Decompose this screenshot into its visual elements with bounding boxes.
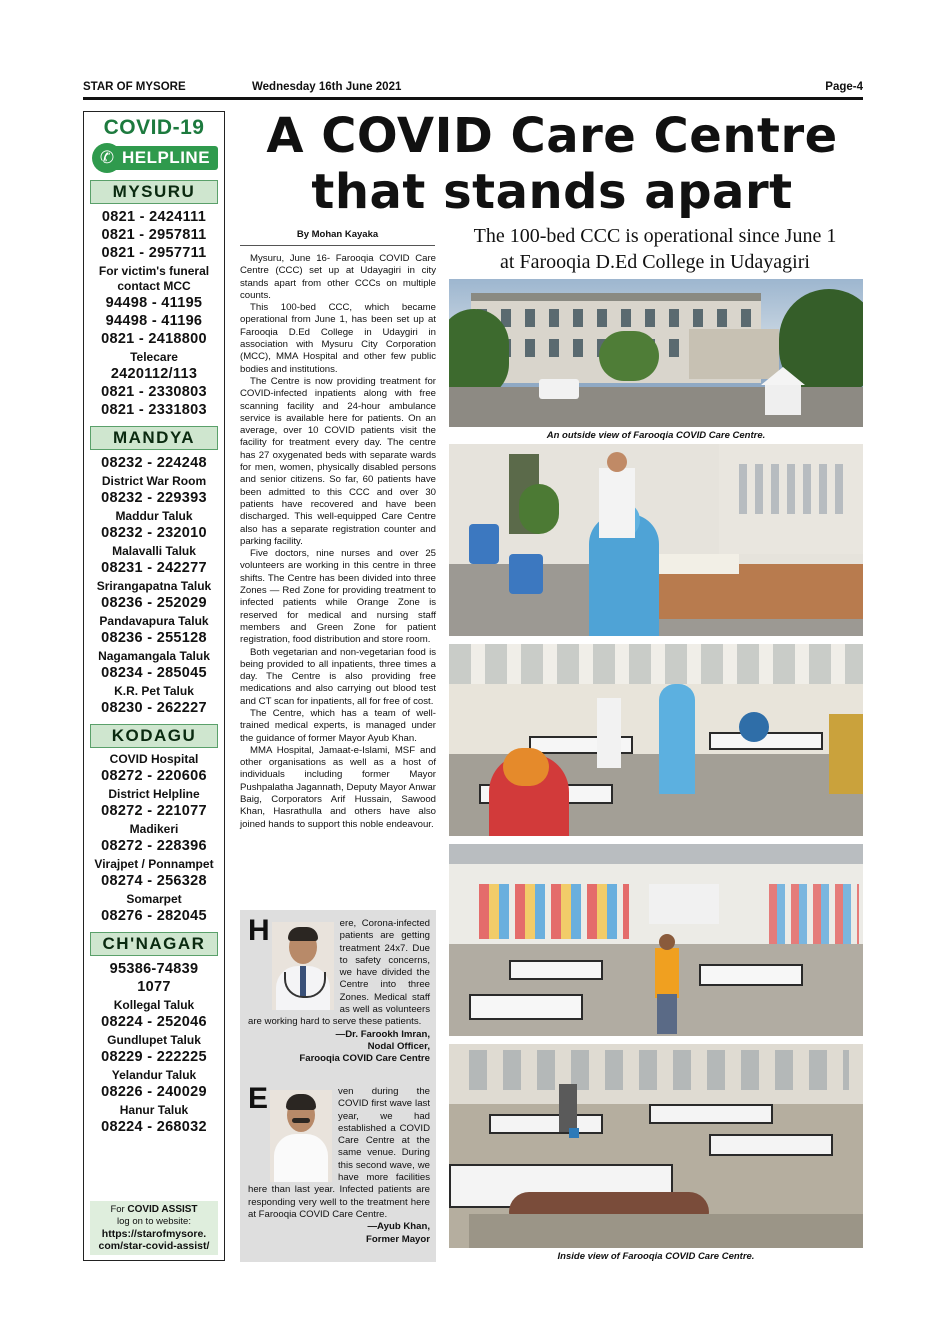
- mysuru-number: 0821 - 2957711: [101, 245, 207, 261]
- chnagar-main-number: 1077: [137, 979, 171, 995]
- region-mysuru: MYSURU: [90, 180, 218, 204]
- staff-member: [559, 1084, 577, 1132]
- tent: [761, 367, 805, 385]
- subheadline: [447, 223, 863, 275]
- photo-outside-view: [449, 279, 863, 427]
- telecare-number: 0821 - 2331803: [101, 402, 207, 418]
- bed: [469, 994, 583, 1020]
- mandya-number: 08234 - 285045: [101, 665, 207, 681]
- mandya-label: Malavalli Taluk: [112, 544, 196, 558]
- quote-signature: —Ayub Khan,: [367, 1221, 430, 1233]
- chnagar-number: 08224 - 252046: [101, 1014, 207, 1030]
- mandya-number: 08231 - 242277: [101, 560, 207, 576]
- mandya-number: 08232 - 229393: [101, 490, 207, 506]
- quote-signature: Former Mayor: [366, 1233, 430, 1245]
- bucket: [569, 1128, 579, 1138]
- chnagar-label: Gundlupet Taluk: [107, 1033, 201, 1047]
- article-paragraph: Both vegetarian and non-vegetarian food is being provided to all inpatients, three times a day. The Centre is also providing free medications and also carrying out blood test and CT scan for inpatients, all for free of cost.: [240, 646, 436, 707]
- mysuru-number: 0821 - 2957811: [101, 227, 207, 243]
- mysuru-number: 0821 - 2424111: [101, 209, 207, 225]
- article-paragraph: MMA Hospital, Jamaat-e-Islami, MSF and other organisations as well as a host of individuals including former Mayor Pushpalatha Jagannath, Deputy Mayor Anwar Baig, Corporators Arif Hussain, Sawood Khan, Hasrathulla and others have also joined hands to support this noble endeavour.: [240, 744, 436, 830]
- article-body: [240, 253, 436, 831]
- quote-nodal-officer: [248, 914, 430, 1066]
- kodagu-number: 08272 - 228396: [101, 838, 207, 854]
- mandya-number: 08236 - 255128: [101, 630, 207, 646]
- covid-assist-footer: [90, 1201, 218, 1255]
- helpline-banner: [90, 143, 218, 173]
- region-chamarajanagar: CH'NAGAR: [90, 932, 218, 956]
- drop-cap: E: [248, 1082, 269, 1115]
- kodagu-number: 08272 - 220606: [101, 768, 207, 784]
- sidebar-title: COVID-19: [103, 116, 205, 139]
- chnagar-number: 08224 - 268032: [101, 1119, 207, 1135]
- mandya-number: 08230 - 262227: [101, 700, 207, 716]
- chnagar-number: 08229 - 222225: [101, 1049, 207, 1065]
- headline: [240, 108, 864, 220]
- quote-signature: Nodal Officer,: [367, 1040, 430, 1052]
- region-kodagu: KODAGU: [90, 724, 218, 748]
- chnagar-label: Kollegal Taluk: [113, 998, 195, 1012]
- arched-windows: [469, 1050, 849, 1090]
- mandya-number: 08232 - 232010: [101, 525, 207, 541]
- funeral-number: 94498 - 41195: [105, 295, 203, 311]
- funeral-label: For victim's funeral contact MCC: [98, 264, 210, 293]
- article-paragraph: This 100-bed CCC, which became operational from June 1, has been set up at Farooqia D.Ed College in Udaygiri in association with Mysuru City Corporation (MCC), MMA Hospital and other few public bodies and institutions.: [240, 302, 436, 375]
- drop-cap: H: [248, 914, 270, 947]
- potted-plant: [519, 484, 559, 534]
- wall-mural: [769, 884, 859, 944]
- bed: [699, 964, 803, 986]
- window-grille: [739, 464, 849, 514]
- window: [649, 884, 719, 924]
- page-number: Page-4: [825, 81, 863, 93]
- doctor-white-coat: [599, 468, 635, 538]
- caption-inside: Inside view of Farooqia COVID Care Centre.: [557, 1251, 755, 1262]
- subheadline-line: at Farooqia D.Ed College in Udayagiri: [500, 251, 810, 273]
- papers: [659, 554, 739, 574]
- bed: [709, 1134, 833, 1156]
- footer-covid-assist: COVID ASSIST: [127, 1204, 198, 1215]
- ppe-worker: [659, 684, 695, 794]
- chnagar-label: Yelandur Taluk: [111, 1068, 197, 1082]
- covid-assist-link[interactable]: https://starofmysore.: [101, 1228, 207, 1240]
- chnagar-label: Hanur Taluk: [119, 1103, 189, 1117]
- telecare-label: Telecare: [130, 350, 178, 364]
- quote-text: ven during the COVID first wave last year, we had established a COVID Care Centre at the same venue. During this second wave, we have more facilities here than last year. Infected patients are responding very well to the treatment here at Farooqia COVID Care Centre.: [248, 1086, 430, 1220]
- bed: [509, 960, 603, 980]
- kodagu-label: COVID Hospital: [109, 752, 199, 766]
- photo-registration-desk: [449, 444, 863, 636]
- article-paragraph: Five doctors, nine nurses and over 25 volunteers are working in this centre in three shifts. The Centre has been divided into three Zones — Red Zone for providing treatment to infected patients while Orange Zone is reserved for medical and nursing staff members and Green Zone for patient registration, food distribution and store room.: [240, 548, 436, 646]
- caption-outside: An outside view of Farooqia COVID Care Centre.: [546, 430, 766, 441]
- funeral-number: 94498 - 41196: [105, 313, 203, 329]
- subheadline-line: The 100-bed CCC is operational since June 1: [473, 225, 837, 247]
- quote-signature: —Dr. Farookh Imran,: [335, 1028, 430, 1040]
- chnagar-number: 08226 - 240029: [101, 1084, 207, 1100]
- chair: [509, 554, 543, 594]
- kodagu-label: Somarpet: [126, 892, 182, 906]
- article-paragraph: Mysuru, June 16- Farooqia COVID Care Centre (CCC) set up at Udayagiri in city stands apart from other CCCs on multiple counts.: [240, 253, 436, 301]
- mandya-main-number: 08232 - 224248: [101, 455, 207, 471]
- kodagu-label: Madikeri: [129, 822, 179, 836]
- mandya-label: Nagamangala Taluk: [98, 649, 210, 663]
- quote-former-mayor: [248, 1082, 430, 1246]
- mandya-label: K.R. Pet Taluk: [114, 684, 194, 698]
- quote-signature: Farooqia COVID Care Centre: [299, 1053, 430, 1065]
- mandya-label: Srirangapatna Taluk: [96, 579, 212, 593]
- byline: By Mohan Kayaka: [296, 229, 379, 240]
- phone-icon: ✆: [92, 143, 122, 173]
- moustache: [292, 1118, 310, 1123]
- bed: [649, 1104, 773, 1124]
- kodagu-number: 08272 - 221077: [101, 803, 207, 819]
- quote-text: ere, Corona-infected patients are getting treatment 24x7. Due to safety concerns, we have divided the Centre into three Zones. Medical staff as well as volunteers are working hard to serve these patients.: [248, 918, 430, 1028]
- footer-instruction: log on to website:: [117, 1216, 191, 1227]
- arched-windows: [449, 644, 863, 684]
- kodagu-number: 08274 - 256328: [101, 873, 207, 889]
- article-paragraph: The Centre is now providing treatment for COVID-infected inpatients along with free scanning facility and 24-hour ambulance service is available here for patients. On an average, over 10 COVID patients visit the facility for treatment every day. The centre has 27 oxygenated beds with separate wards for men, women, physically disabled persons and senior citizens. So far, 60 patients have been admitted to this CCC and over 30 patients have recovered and have been discharged. This well-equipped Care Centre also has a separate registration counter and parking facility.: [240, 375, 436, 547]
- newspaper-name: STAR OF MYSORE: [83, 81, 186, 93]
- funeral-number: 0821 - 2418800: [101, 331, 207, 347]
- kodagu-label: District Helpline: [108, 787, 200, 801]
- mandya-label: Pandavapura Taluk: [99, 614, 209, 628]
- photo-ward-murals: [449, 844, 863, 1036]
- article-paragraph: The Centre, which has a team of well-trained medical experts, is managed under the guidance of former Mayor Ayub Khan.: [240, 707, 436, 744]
- helpline-label: HELPLINE: [114, 146, 218, 170]
- doctor-portrait: [272, 922, 334, 1010]
- photo-ward-wide: [449, 1044, 863, 1248]
- mandya-label: District War Room: [101, 474, 207, 488]
- bed: [489, 1114, 603, 1134]
- byline-rule: [240, 245, 435, 246]
- footer-prefix: For: [110, 1204, 128, 1215]
- kodagu-number: 08276 - 282045: [101, 908, 207, 924]
- doctor: [597, 698, 621, 768]
- wall-mural: [479, 884, 629, 939]
- covid-assist-link[interactable]: com/star-covid-assist/: [98, 1240, 210, 1252]
- kodagu-label: Virajpet / Ponnampet: [94, 857, 214, 871]
- covid-helpline-sidebar: [83, 111, 225, 1261]
- mandya-number: 08236 - 252029: [101, 595, 207, 611]
- telecare-number: 2420112/113: [110, 366, 198, 382]
- masthead: [83, 81, 863, 97]
- masthead-rule: [83, 97, 863, 100]
- telecare-number: 0821 - 2330803: [101, 384, 207, 400]
- chair: [469, 524, 499, 564]
- issue-date: Wednesday 16th June 2021: [252, 81, 402, 93]
- mayor-portrait: [270, 1090, 332, 1182]
- tree: [449, 309, 509, 399]
- region-mandya: MANDYA: [90, 426, 218, 450]
- headline-line: that stands apart: [311, 164, 793, 220]
- chnagar-main-number: 95386-74839: [109, 961, 199, 977]
- volunteer: [655, 948, 679, 998]
- vehicle: [539, 379, 579, 399]
- quotes-box: [240, 910, 436, 1262]
- photo-ward-ppe: [449, 644, 863, 836]
- headline-line: A COVID Care Centre: [266, 108, 838, 164]
- mandya-label: Maddur Taluk: [115, 509, 193, 523]
